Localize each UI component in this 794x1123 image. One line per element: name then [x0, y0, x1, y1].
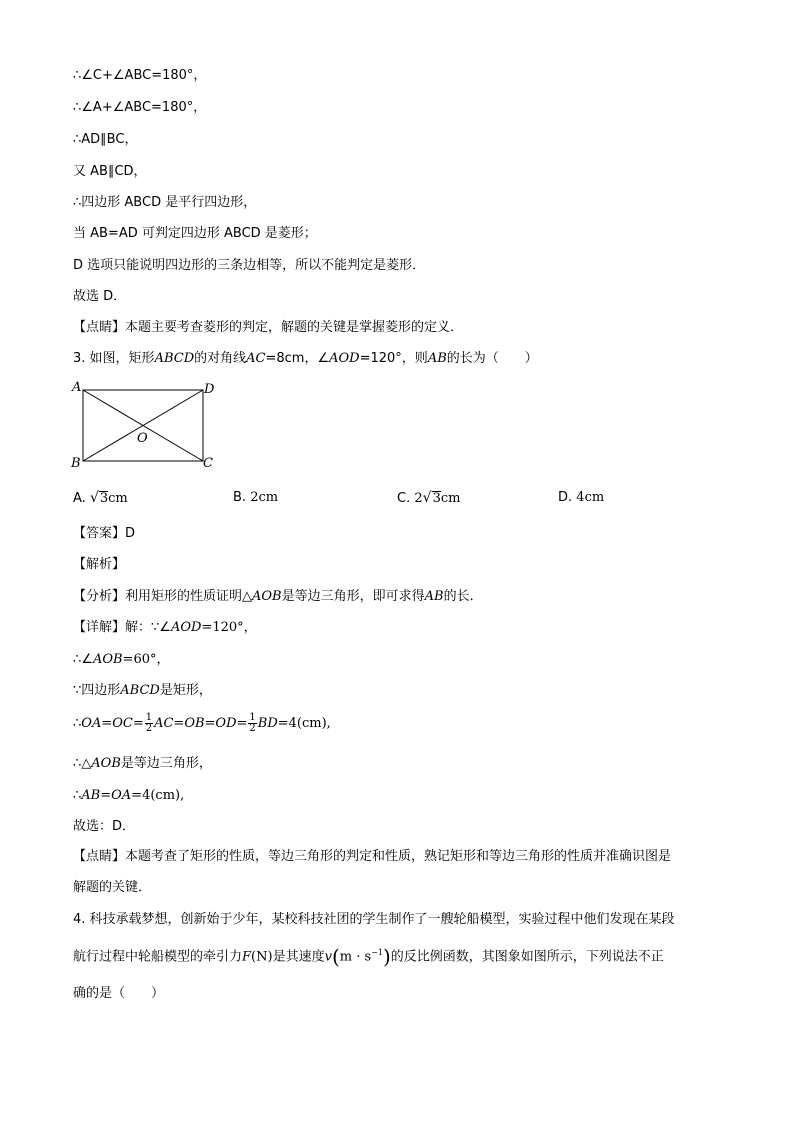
step-line	[73, 787, 184, 805]
comment-tag: 【点睛】	[73, 320, 126, 335]
option-value: 4cm	[576, 490, 605, 505]
option-unit: cm	[108, 491, 128, 506]
math: F	[242, 949, 252, 965]
radicand: 3	[432, 491, 441, 506]
math: AOB	[91, 756, 121, 771]
math: v	[324, 949, 332, 965]
text: 航行过程中轮船模型的牵引力	[73, 949, 243, 965]
text: 是等边三角形，即可求得	[281, 589, 425, 604]
text: =120°，	[201, 620, 257, 635]
stem-text: 的长为（ ）	[446, 351, 538, 366]
math: OA=OC=	[81, 716, 144, 731]
text: 是其速度	[272, 949, 325, 965]
sqrt-sign: √	[89, 490, 99, 506]
analysis-heading: 【解析】	[73, 557, 126, 572]
rectangle-figure	[66, 378, 226, 476]
text: 解：∵∠	[125, 620, 171, 635]
denominator: 2	[249, 723, 256, 734]
math: ABCD	[120, 683, 160, 698]
step-line: 故选：D．	[73, 819, 136, 834]
paren-open: (	[331, 944, 340, 969]
stem-math: AOD	[329, 351, 360, 366]
center-label-o: O	[137, 431, 148, 446]
option-c	[397, 489, 460, 508]
question-4-line: 4. 科技承载梦想，创新始于少年，某校科技社团的学生制作了一艘轮船模型，实验过程中他们发现在某段	[73, 912, 675, 927]
stem-math: ABCD	[154, 351, 195, 366]
solution-line: D 选项只能说明四边形的三条边相等，所以不能判定是菱形．	[73, 258, 426, 273]
text: ∴△	[73, 756, 92, 771]
math: AOB	[92, 652, 123, 667]
question-number: 3.	[73, 351, 86, 366]
math: AOB	[252, 589, 282, 604]
step-line	[73, 682, 212, 700]
fraction-one-half	[248, 713, 256, 734]
option-b	[233, 489, 278, 507]
comment-text: 本题考查了矩形的性质，等边三角形的判定和性质，熟记矩形和等边三角形的性质并准确识图是	[125, 849, 672, 864]
text: =4(cm),	[277, 716, 331, 731]
vertex-label-a: A	[72, 380, 82, 395]
unit: m · s	[339, 949, 372, 965]
solution-line: 又 AB∥CD，	[73, 164, 147, 179]
comment-text: 本题主要考查菱形的判定，解题的关键是掌握菱形的定义．	[125, 320, 464, 335]
option-d	[558, 489, 604, 507]
stem-math: AB	[427, 351, 447, 366]
detail-line	[73, 619, 257, 637]
option-label: C.	[397, 491, 411, 506]
denominator: 2	[145, 723, 153, 734]
solution-line: 故选 D．	[73, 289, 127, 304]
fraction-one-half	[145, 713, 153, 734]
stem-math: AC	[246, 351, 266, 366]
stem-text: 的对角线	[194, 351, 247, 366]
stem-text: =8cm，∠	[265, 351, 330, 366]
text: ∵四边形	[73, 683, 121, 698]
option-label: D.	[558, 490, 573, 505]
solution-line: ∴∠C+∠ABC=180°，	[73, 68, 207, 83]
radicand: 3	[99, 491, 109, 506]
exponent: −1	[371, 948, 383, 957]
step-line-fraction	[73, 712, 331, 736]
answer-line	[73, 525, 135, 543]
stem-text: =120°，则	[359, 351, 428, 366]
answer-value: D	[125, 526, 136, 541]
question-4-line: 确的是（ ）	[73, 986, 165, 1001]
text: 利用矩形的性质证明△	[125, 589, 253, 604]
numerator: 1	[249, 712, 256, 723]
option-label: A.	[73, 491, 86, 506]
question-3-stem	[73, 350, 538, 368]
text: 的长．	[443, 589, 483, 604]
numerator: 1	[145, 712, 153, 723]
question-4-line	[73, 944, 664, 969]
fenxi-tag: 【分析】	[73, 589, 126, 604]
stem-text: 如图，矩形	[89, 351, 155, 366]
option-unit: cm	[440, 491, 461, 506]
text: 是矩形，	[159, 683, 212, 698]
detail-tag: 【详解】	[73, 620, 126, 635]
option-a	[73, 489, 128, 508]
text: =60°，	[122, 652, 170, 667]
text: ∴	[73, 716, 82, 731]
text: 的反比例函数，其图象如图所示，下列说法不正	[390, 949, 664, 965]
option-label: B.	[233, 490, 247, 505]
comment-tag: 【点睛】	[73, 849, 126, 864]
math: BD	[257, 716, 278, 731]
option-value: 2cm	[250, 490, 279, 505]
solution-line: ∴AD∥BC，	[73, 132, 138, 147]
fenxi-line	[73, 588, 483, 606]
sqrt-sign: √	[422, 490, 432, 506]
math: (N)	[251, 949, 273, 965]
vertex-label-d: D	[204, 382, 215, 397]
coefficient: 2	[414, 491, 423, 506]
comment-line: 解题的关键．	[73, 880, 152, 895]
math: AOD	[170, 620, 202, 635]
text: =4(cm),	[131, 788, 185, 803]
vertex-label-b: B	[71, 456, 81, 471]
vertex-label-c: C	[203, 456, 213, 471]
solution-line: 当 AB=AD 可判定四边形 ABCD 是菱形；	[73, 226, 317, 241]
paren-close: )	[382, 944, 391, 969]
solution-line: ∴∠A+∠ABC=180°，	[73, 100, 207, 115]
text: ∴∠	[73, 652, 93, 667]
step-line	[73, 755, 212, 773]
step-line	[73, 651, 169, 669]
text: 是等边三角形，	[120, 756, 212, 771]
comment-line	[73, 848, 671, 866]
text: ∴	[73, 788, 82, 803]
math: AC=OB=OD=	[154, 716, 248, 731]
math: AB=OA	[81, 788, 132, 803]
solution-line: ∴四边形 ABCD 是平行四边形，	[73, 195, 257, 210]
math: AB	[424, 589, 444, 604]
answer-tag: 【答案】	[73, 526, 126, 541]
comment-line	[73, 319, 463, 337]
